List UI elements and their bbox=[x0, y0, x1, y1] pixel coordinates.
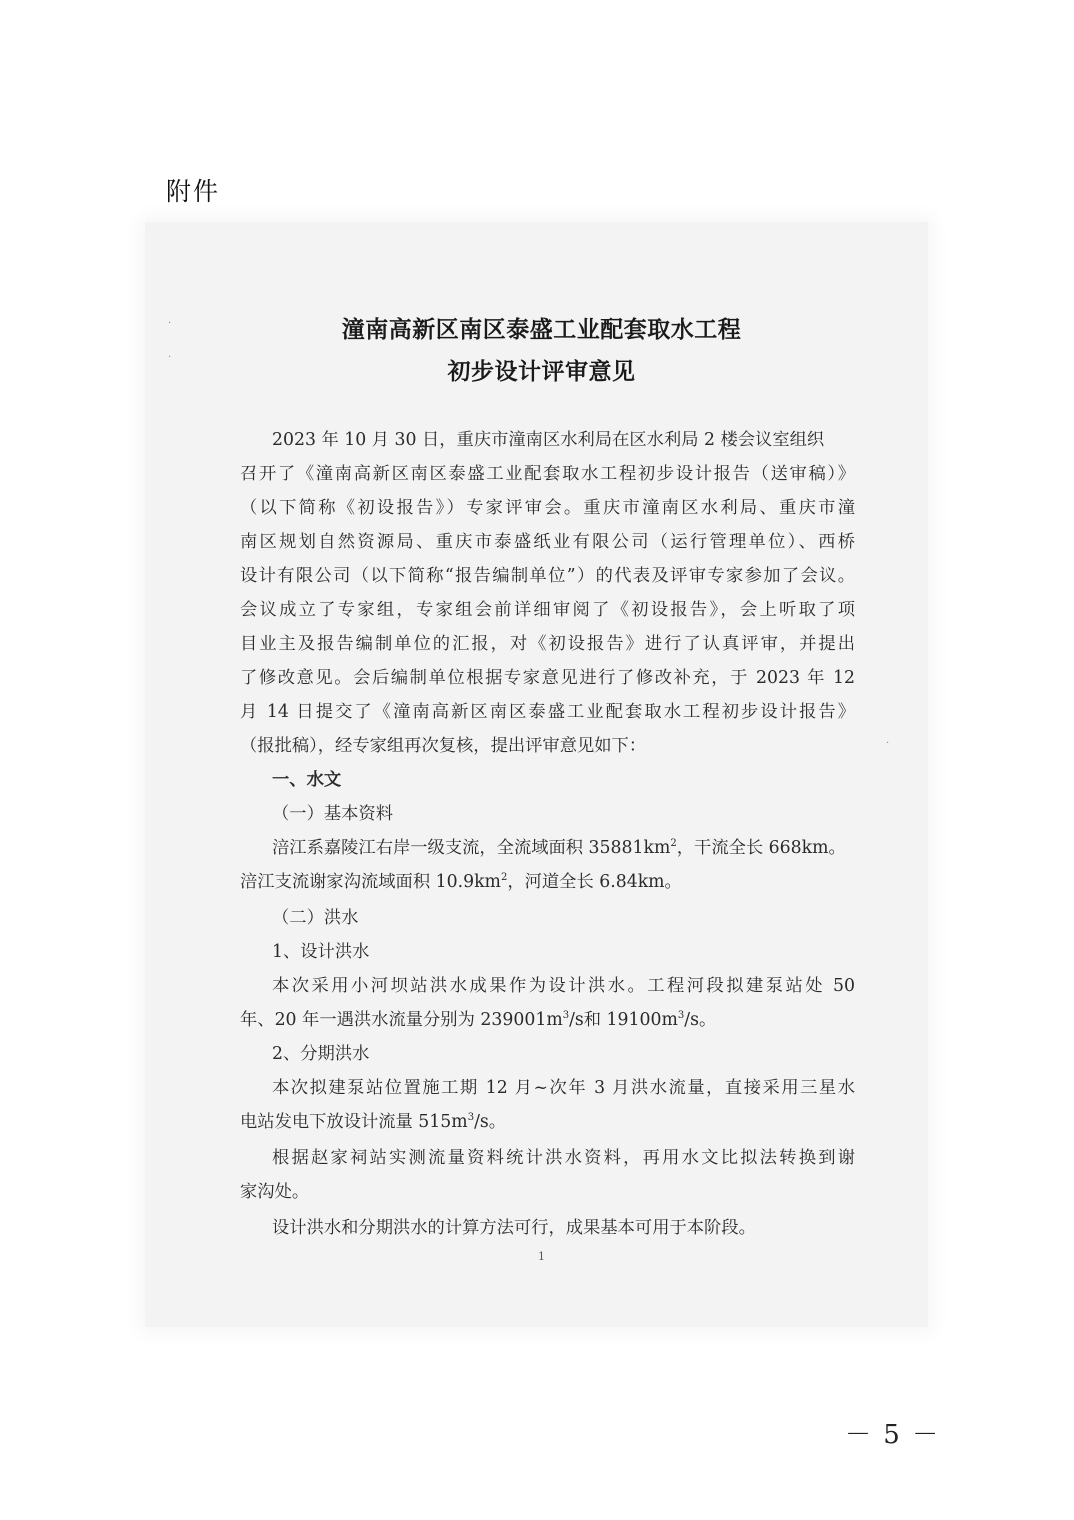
scan-speck: · bbox=[168, 352, 172, 363]
zhaojiaci-line1: 根据赵家祠站实测流量资料统计洪水资料，再用水文比拟法转换到谢 bbox=[272, 1148, 855, 1168]
paragraph-line: （报批稿），经专家组再次复核，提出评审意见如下： bbox=[240, 736, 647, 756]
paragraph-line: 召开了《潼南高新区南区泰盛工业配套取水工程初步设计报告（送审稿）》 bbox=[240, 464, 855, 484]
staged-flood-line2: 电站发电下放设计流量 $515m^3/s$。 bbox=[240, 1112, 507, 1132]
paragraph-line: 会议成立了专家组，专家组会前详细审阅了《初设报告》，会上听取了项 bbox=[240, 600, 855, 620]
document-title-line2: 初步设计评审意见 bbox=[447, 358, 636, 385]
paragraph-line: 2023 年 10 月 30 日，重庆市潼南区水利局在区水利局 2 楼会议室组织 bbox=[272, 430, 825, 450]
paragraph-line: （以下简称《初设报告》）专家评审会。重庆市潼南区水利局、重庆市潼 bbox=[240, 498, 855, 518]
basic-data-line2: 涪江支流谢家沟流域面积 $10.9km^2$，河道全长 6.84km。 bbox=[240, 872, 682, 892]
paragraph-line: 目业主及报告编制单位的汇报，对《初设报告》进行了认真评审，并提出 bbox=[240, 634, 855, 654]
section-heading-hydrology: 一、水文 bbox=[272, 770, 342, 790]
paragraph-line: 南区规划自然资源局、重庆市泰盛纸业有限公司（运行管理单位）、西桥 bbox=[240, 532, 855, 552]
subsection-flood: （二）洪水 bbox=[272, 908, 359, 928]
scan-speck: · bbox=[168, 318, 172, 329]
item-staged-flood: 2、分期洪水 bbox=[272, 1044, 370, 1064]
inner-page-number: 1 bbox=[538, 1250, 545, 1263]
basic-data-line1: 涪江系嘉陵江右岸一级支流，全流域面积 $35881km^2$，干流全长 668km。 bbox=[272, 838, 846, 858]
paragraph-line: 了修改意见。会后编制单位根据专家意见进行了修改补充，于 2023 年 12 bbox=[240, 668, 855, 688]
footer-page-number: － 5 － bbox=[845, 1420, 941, 1450]
attachment-label: 附件 bbox=[166, 177, 221, 206]
design-flood-line1: 本次采用小河坝站洪水成果作为设计洪水。工程河段拟建泵站处 50 bbox=[272, 976, 855, 996]
zhaojiaci-line2: 家沟处。 bbox=[240, 1182, 310, 1202]
item-design-flood: 1、设计洪水 bbox=[272, 942, 370, 962]
design-flood-line2: 年、20 年一遇洪水流量分别为 $239001m^3/s$和 $19100m^3/s$。 bbox=[240, 1010, 717, 1030]
document-title-line1: 潼南高新区南区泰盛工业配套取水工程 bbox=[341, 316, 742, 343]
conclusion-line: 设计洪水和分期洪水的计算方法可行，成果基本可用于本阶段。 bbox=[272, 1218, 756, 1238]
subsection-basic-data: （一）基本资料 bbox=[272, 804, 393, 824]
staged-flood-line1: 本次拟建泵站位置施工期 12 月~次年 3 月洪水流量，直接采用三星水 bbox=[272, 1078, 855, 1098]
scan-speck: · bbox=[886, 738, 890, 749]
paragraph-line: 设计有限公司（以下简称“报告编制单位”）的代表及评审专家参加了会议。 bbox=[240, 566, 855, 586]
paragraph-line: 月 14 日提交了《潼南高新区南区泰盛工业配套取水工程初步设计报告》 bbox=[240, 702, 855, 722]
